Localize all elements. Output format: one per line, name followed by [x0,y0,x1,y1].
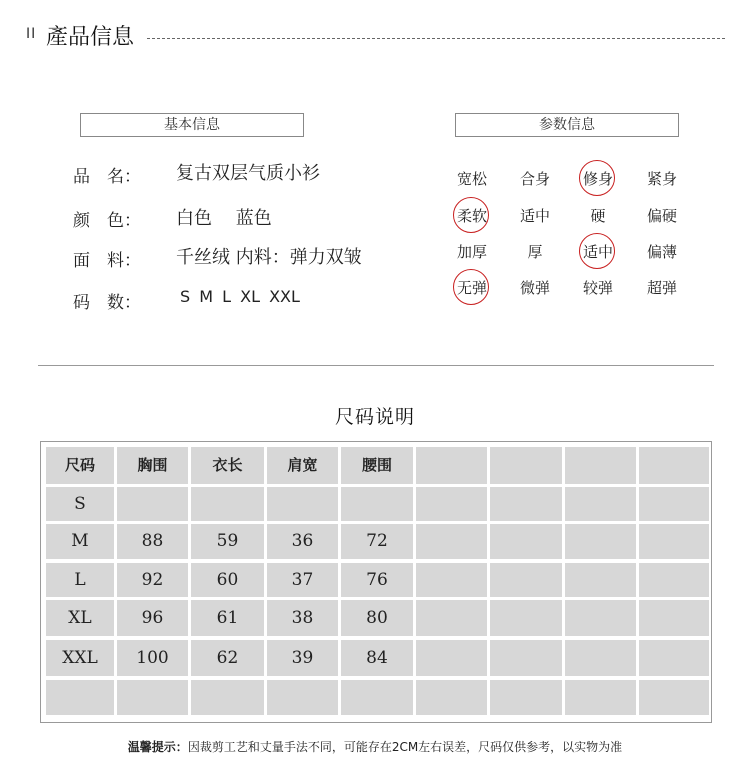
table-header-cell: 胸围 [117,447,188,484]
table-cell: M [46,524,114,559]
table-cell [117,487,188,521]
table-cell: XL [46,600,114,636]
info-value-fabric: 千丝绒 内料：弹力双皱 [176,247,362,268]
page-title: 產品信息 [46,25,135,50]
table-cell: 80 [341,600,413,636]
table-cell [565,563,636,597]
param-option: 厚 [527,243,543,261]
table-cell: 92 [117,563,188,597]
table-header-cell [565,447,636,484]
table-cell [490,524,562,559]
param-option: 微弹 [519,279,550,297]
table-header-cell [639,447,709,484]
table-cell [416,524,487,559]
table-cell: 60 [191,563,264,597]
info-value-sizes: S M L XL XXL [180,287,300,306]
table-cell: 96 [117,600,188,636]
info-label-color: 颜 色： [73,211,141,231]
table-cell [639,563,709,597]
tip-note [0,738,750,755]
param-option: 硬 [590,207,606,225]
table-header-cell: 肩宽 [267,447,338,484]
table-cell: 59 [191,524,264,559]
param-option: 偏薄 [646,243,677,261]
table-cell [490,600,562,636]
table-cell [416,680,487,715]
table-header-cell: 衣长 [191,447,264,484]
params-label: 参数信息 [455,113,679,137]
size-chart-title: 尺码说明 [334,406,415,428]
param-option: 合身 [519,170,550,188]
table-cell [117,680,188,715]
size-table [40,441,712,723]
table-cell: 38 [267,600,338,636]
header-mark: II [26,26,37,42]
table-cell [565,680,636,715]
table-cell: 76 [341,563,413,597]
info-value-name: 复古双层气质小衫 [176,163,320,184]
table-header-cell: 腰围 [341,447,413,484]
table-cell: S [46,487,114,521]
info-label-fabric: 面 料： [73,251,141,271]
param-option: 加厚 [456,243,487,261]
table-cell: 39 [267,640,338,676]
param-option: 超弹 [646,279,677,297]
table-cell [416,640,487,676]
table-cell [416,563,487,597]
table-cell [565,600,636,636]
tip-label: 温馨提示： [127,740,188,754]
table-cell [565,487,636,521]
param-option: 适中 [519,207,550,225]
selected-circle-icon [453,269,489,305]
table-cell [267,680,338,715]
param-option: 较弹 [582,279,613,297]
table-cell [639,640,709,676]
selected-circle-icon [579,233,615,269]
table-cell: 36 [267,524,338,559]
table-cell [490,680,562,715]
table-cell [341,680,413,715]
tip-text: 因裁剪工艺和丈量手法不同，可能存在2CM左右误差，尺码仅供参考，以实物为准 [187,740,623,754]
section-divider [38,365,714,366]
table-cell [565,640,636,676]
table-cell [46,680,114,715]
param-option: 柔软 [456,207,487,225]
table-cell [639,680,709,715]
selected-circle-icon [453,197,489,233]
table-cell [490,640,562,676]
info-label-name: 品 名： [73,167,141,187]
table-cell [191,487,264,521]
table-cell [490,487,562,521]
table-cell [490,563,562,597]
param-option: 适中 [582,243,613,261]
table-header-cell: 尺码 [46,447,114,484]
table-cell [565,524,636,559]
param-option: 无弹 [456,279,487,297]
table-cell: 37 [267,563,338,597]
param-option: 宽松 [456,170,487,188]
param-option: 修身 [582,170,613,188]
selected-circle-icon [579,160,615,196]
table-cell: L [46,563,114,597]
table-cell: XXL [46,640,114,676]
table-cell [191,680,264,715]
table-cell: 61 [191,600,264,636]
table-cell: 88 [117,524,188,559]
table-cell: 62 [191,640,264,676]
header-divider [147,38,725,39]
param-option: 紧身 [646,170,677,188]
table-cell [416,600,487,636]
table-cell [341,487,413,521]
table-header-cell [490,447,562,484]
table-cell [639,524,709,559]
table-cell [267,487,338,521]
param-option: 偏硬 [646,207,677,225]
table-cell: 84 [341,640,413,676]
table-cell: 100 [117,640,188,676]
table-cell: 72 [341,524,413,559]
info-label-sizes: 码 数： [73,293,141,313]
info-value-color: 白色 蓝色 [176,208,272,229]
table-cell [416,487,487,521]
table-cell [639,487,709,521]
table-cell [639,600,709,636]
table-header-cell [416,447,487,484]
basic-info-label: 基本信息 [80,113,304,137]
